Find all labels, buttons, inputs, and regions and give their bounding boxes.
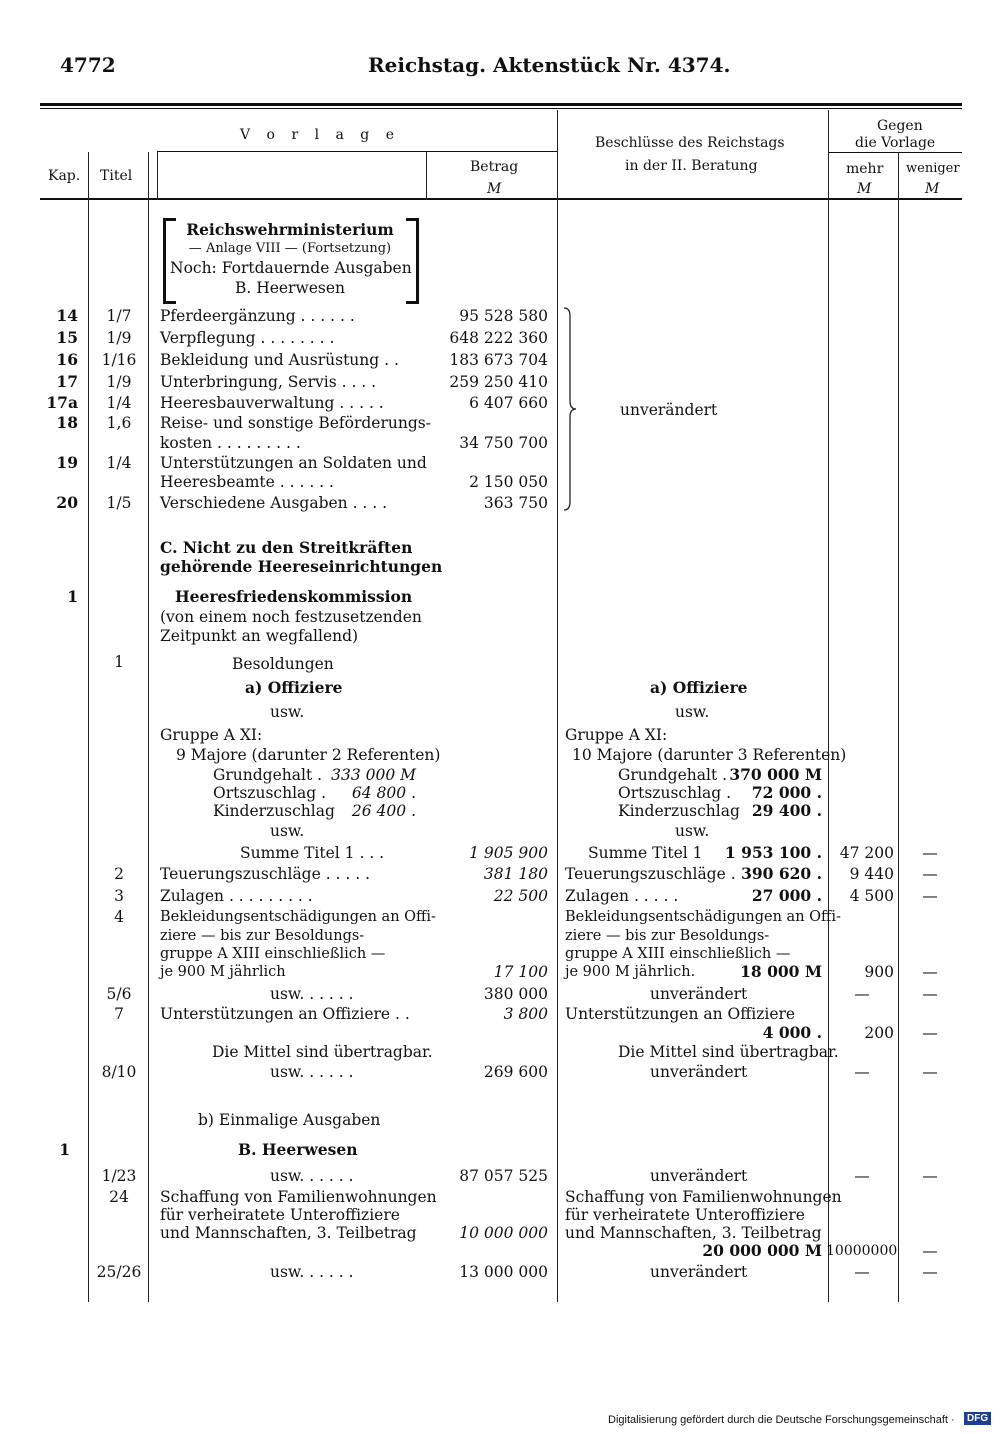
row-betrag: 6 407 660 — [469, 394, 548, 412]
row-titel: 1,6 — [106, 414, 132, 432]
row-text: Unterstützungen an Soldaten und — [160, 454, 427, 472]
left-ortszuschlag-label: Ortszuschlag . — [213, 784, 327, 802]
t7-mehr: 200 — [864, 1024, 894, 1042]
row-text: Heeresbeamte . . . . . . — [160, 473, 334, 491]
right-kinderzuschlag-value: 29 400 . — [751, 801, 822, 820]
row-text: Verpflegung . . . . . . . . — [160, 329, 335, 347]
t2-left: Teuerungszuschläge . . . . . — [160, 865, 371, 883]
einmalige-heerwesen: B. Heerwesen — [238, 1140, 358, 1159]
left-ortszuschlag-value: 64 800 . — [351, 784, 416, 802]
row-kap: 20 — [56, 493, 78, 512]
col-weniger-unit: M — [925, 181, 940, 197]
col-mehr-unit: M — [857, 181, 872, 197]
row-betrag: 259 250 410 — [449, 373, 548, 391]
t3-weniger: — — [922, 887, 938, 905]
t24-right-value: 20 000 000 M — [702, 1241, 822, 1260]
t123-right: unverändert — [650, 1167, 748, 1185]
right-ortszuschlag-value: 72 000 . — [751, 783, 822, 802]
row-titel: 1/16 — [101, 351, 137, 369]
t56-weniger: — — [922, 985, 938, 1003]
t24-right1: Schaffung von Familienwohnungen — [565, 1188, 842, 1206]
top-rule — [40, 103, 962, 106]
top-rule-thin — [40, 108, 962, 109]
t7-betrag: 3 800 — [503, 1005, 548, 1023]
t56-left: usw. . . . . . — [270, 985, 354, 1003]
left-kinderzuschlag-value: 26 400 . — [351, 802, 416, 820]
row-text: Reise- und sonstige Beförderungs- — [160, 414, 431, 432]
t4-titel: 4 — [114, 908, 124, 926]
mittel-left: Die Mittel sind übertragbar. — [212, 1043, 433, 1061]
right-grundgehalt-label: Grundgehalt . — [618, 766, 728, 784]
t7-titel: 7 — [114, 1005, 124, 1023]
row-titel: 1/7 — [106, 307, 132, 325]
row-text: Verschiedene Ausgaben . . . . — [160, 494, 388, 512]
vline-titel2 — [157, 152, 158, 200]
t2526-weniger: — — [922, 1263, 938, 1281]
t4-right2: ziere — bis zur Besoldungs- — [565, 928, 770, 944]
kommission-line3: Zeitpunkt an wegfallend) — [160, 627, 359, 645]
col-gegen-2: die Vorlage — [855, 135, 936, 151]
t7-right-value: 4 000 . — [762, 1023, 822, 1042]
col-titel: Titel — [100, 168, 133, 184]
t24-weniger: — — [922, 1242, 938, 1260]
einmalige-kap: 1 — [59, 1140, 70, 1159]
t4-left4: je 900 M jährlich — [160, 964, 286, 980]
t24-mehr: 10000000 — [826, 1243, 898, 1259]
vline-betrag — [426, 152, 427, 200]
t56-betrag: 380 000 — [483, 985, 548, 1003]
t4-left2: ziere — bis zur Besoldungs- — [160, 928, 365, 944]
t3-titel: 3 — [114, 887, 124, 905]
row-kap: 16 — [56, 350, 78, 369]
kommission-kap: 1 — [67, 587, 78, 606]
box-fortdauernde: Noch: Fortdauernde Ausgaben — [170, 259, 412, 277]
t2-titel: 2 — [114, 865, 124, 883]
row-kap: 19 — [56, 453, 78, 472]
t4-left3: gruppe A XIII einschließlich — — [160, 946, 386, 962]
right-grundgehalt-value: 370 000 M — [729, 765, 822, 784]
right-summe-value: 1 953 100 . — [724, 843, 822, 862]
t2-mehr: 9 440 — [849, 865, 894, 883]
t7-left: Unterstützungen an Offiziere . . — [160, 1005, 410, 1023]
t4-betrag: 17 100 — [493, 963, 548, 981]
t4-right4: je 900 M jährlich. — [565, 964, 696, 980]
t3-right: Zulagen . . . . . — [565, 887, 679, 905]
t24-right2: für verheiratete Unteroffiziere — [565, 1206, 805, 1224]
t4-left1: Bekleidungsentschädigungen an Offi- — [160, 909, 436, 925]
t24-left2: für verheiratete Unteroffiziere — [160, 1206, 400, 1224]
row-kap: 15 — [56, 328, 78, 347]
row-kap: 18 — [56, 413, 78, 432]
left-kinderzuschlag-label: Kinderzuschlag — [213, 802, 335, 820]
t4-right-value: 18 000 M — [740, 962, 822, 981]
row-betrag: 2 150 050 — [469, 473, 548, 491]
row-betrag: 95 528 580 — [459, 307, 548, 325]
right-summe-label: Summe Titel 1 — [588, 844, 703, 862]
row-betrag: 648 222 360 — [449, 329, 548, 347]
row-betrag: 363 750 — [483, 494, 548, 512]
t2526-right: unverändert — [650, 1263, 748, 1281]
footer-text: Digitalisierung gefördert durch die Deutsche Forschungsgemeinschaft · — [608, 1414, 955, 1426]
vline-mehr — [828, 110, 829, 1302]
t7-weniger: — — [922, 1024, 938, 1042]
t24-betrag: 10 000 000 — [459, 1224, 548, 1242]
row-titel: 1/4 — [106, 394, 132, 412]
row-titel: 1/4 — [106, 454, 132, 472]
t7-right: Unterstützungen an Offiziere — [565, 1005, 796, 1023]
kommission-line2: (von einem noch festzusetzenden — [160, 608, 422, 626]
col-betrag-unit: M — [487, 181, 502, 197]
page-title: Reichstag. Aktenstück Nr. 4374. — [368, 53, 731, 77]
col-kap: Kap. — [48, 168, 81, 184]
t24-titel: 24 — [109, 1188, 129, 1206]
t24-left1: Schaffung von Familienwohnungen — [160, 1188, 437, 1206]
t123-betrag: 87 057 525 — [459, 1167, 548, 1185]
besoldungen-label: Besoldungen — [232, 655, 334, 673]
t56-mehr: — — [854, 985, 870, 1003]
row-betrag: 34 750 700 — [459, 434, 548, 452]
t123-left: usw. . . . . . — [270, 1167, 354, 1185]
col-mehr: mehr — [846, 161, 884, 177]
right-ortszuschlag-label: Ortszuschlag . — [618, 784, 732, 802]
row-text: Heeresbauverwaltung . . . . . — [160, 394, 384, 412]
t2526-titel: 25/26 — [96, 1263, 142, 1281]
unveraendert-a: unverändert — [620, 401, 718, 419]
t4-right3: gruppe A XIII einschließlich — — [565, 946, 791, 962]
rule-gegen — [828, 152, 962, 153]
vline-weniger — [898, 152, 899, 1302]
dfg-logo: DFG — [964, 1412, 991, 1425]
row-kap: 17 — [56, 372, 78, 391]
t2-weniger: — — [922, 865, 938, 883]
left-majore: 9 Majore (darunter 2 Referenten) — [176, 746, 441, 764]
t2-right-value: 390 620 . — [741, 864, 822, 883]
box-anlage: — Anlage VIII — (Fortsetzung) — [188, 241, 392, 256]
box-heerwesen: B. Heerwesen — [234, 279, 346, 297]
left-usw2: usw. — [270, 822, 305, 840]
left-a-offiziere: a) Offiziere — [245, 678, 343, 697]
right-gruppe: Gruppe A XI: — [565, 726, 668, 744]
left-summe-value: 1 905 900 — [469, 844, 548, 862]
t810-right: unverändert — [650, 1063, 748, 1081]
t810-betrag: 269 600 — [483, 1063, 548, 1081]
t810-left: usw. . . . . . — [270, 1063, 354, 1081]
right-usw2: usw. — [675, 822, 710, 840]
col-gegen-1: Gegen — [877, 118, 923, 134]
t123-titel: 1/23 — [101, 1167, 137, 1185]
row-betrag: 183 673 704 — [449, 351, 548, 369]
t810-titel: 8/10 — [101, 1063, 137, 1081]
row-titel: 1/9 — [106, 373, 132, 391]
t2-betrag: 381 180 — [483, 865, 548, 883]
t123-weniger: — — [922, 1167, 938, 1185]
right-kinderzuschlag-label: Kinderzuschlag — [618, 802, 740, 820]
einmalige-heading: b) Einmalige Ausgaben — [198, 1111, 381, 1129]
t4-right1: Bekleidungsentschädigungen an Offi- — [565, 909, 841, 925]
t24-right3: und Mannschaften, 3. Teilbetrag — [565, 1224, 822, 1242]
kommission-title: Heeresfriedenskommission — [175, 587, 413, 606]
summe-weniger: — — [922, 844, 938, 862]
brace — [560, 306, 580, 512]
left-grundgehalt-label: Grundgehalt . — [213, 766, 323, 784]
section-c-line1: C. Nicht zu den Streitkräften — [160, 538, 413, 557]
vline-beschluesse — [557, 110, 558, 1302]
left-gruppe: Gruppe A XI: — [160, 726, 263, 744]
header-bottom-rule — [40, 198, 962, 200]
t2526-betrag: 13 000 000 — [459, 1263, 548, 1281]
right-usw1: usw. — [675, 703, 710, 721]
row-titel: 1/9 — [106, 329, 132, 347]
col-vorlage: V o r l a g e — [240, 127, 401, 143]
row-kap: 17a — [46, 393, 78, 412]
col-beschluesse-1: Beschlüsse des Reichstags — [595, 135, 785, 151]
t3-right-value: 27 000 . — [751, 886, 822, 905]
row-text: Bekleidung und Ausrüstung . . — [160, 351, 399, 369]
t3-betrag: 22 500 — [493, 887, 548, 905]
right-majore: 10 Majore (darunter 3 Referenten) — [572, 746, 847, 764]
row-text: kosten . . . . . . . . . — [160, 434, 301, 452]
vline-kap — [88, 152, 89, 1302]
right-a-offiziere: a) Offiziere — [650, 678, 748, 697]
row-kap: 14 — [56, 306, 78, 325]
row-text: Pferdeergänzung . . . . . . — [160, 307, 355, 325]
t24-left3: und Mannschaften, 3. Teilbetrag — [160, 1224, 417, 1242]
t2526-mehr: — — [854, 1263, 870, 1281]
t3-left: Zulagen . . . . . . . . . — [160, 887, 313, 905]
vline-titel — [148, 152, 149, 1302]
left-grundgehalt-value: 333 000 M — [331, 766, 416, 784]
t56-titel: 5/6 — [106, 985, 132, 1003]
t3-mehr: 4 500 — [849, 887, 894, 905]
page-number: 4772 — [60, 53, 116, 77]
col-betrag: Betrag — [470, 159, 519, 175]
mittel-right: Die Mittel sind übertragbar. — [618, 1043, 839, 1061]
t2526-left: usw. . . . . . — [270, 1263, 354, 1281]
left-summe-label: Summe Titel 1 . . . — [240, 844, 385, 862]
section-c-line2: gehörende Heereseinrichtungen — [160, 557, 443, 576]
row-titel: 1/5 — [106, 494, 132, 512]
t810-mehr: — — [854, 1063, 870, 1081]
t810-weniger: — — [922, 1063, 938, 1081]
besoldungen-titel: 1 — [114, 653, 124, 671]
t4-mehr: 900 — [864, 963, 894, 981]
t123-mehr: — — [854, 1167, 870, 1185]
col-weniger: weniger — [906, 161, 960, 176]
summe-mehr: 47 200 — [839, 844, 894, 862]
rule-vorlage — [157, 151, 558, 152]
t56-right: unverändert — [650, 985, 748, 1003]
t4-weniger: — — [922, 963, 938, 981]
col-beschluesse-2: in der II. Beratung — [625, 158, 758, 174]
t2-right: Teuerungszuschläge . — [565, 865, 736, 883]
row-text: Unterbringung, Servis . . . . — [160, 373, 377, 391]
left-usw1: usw. — [270, 703, 305, 721]
box-ministry: Reichswehrministerium — [186, 220, 394, 239]
